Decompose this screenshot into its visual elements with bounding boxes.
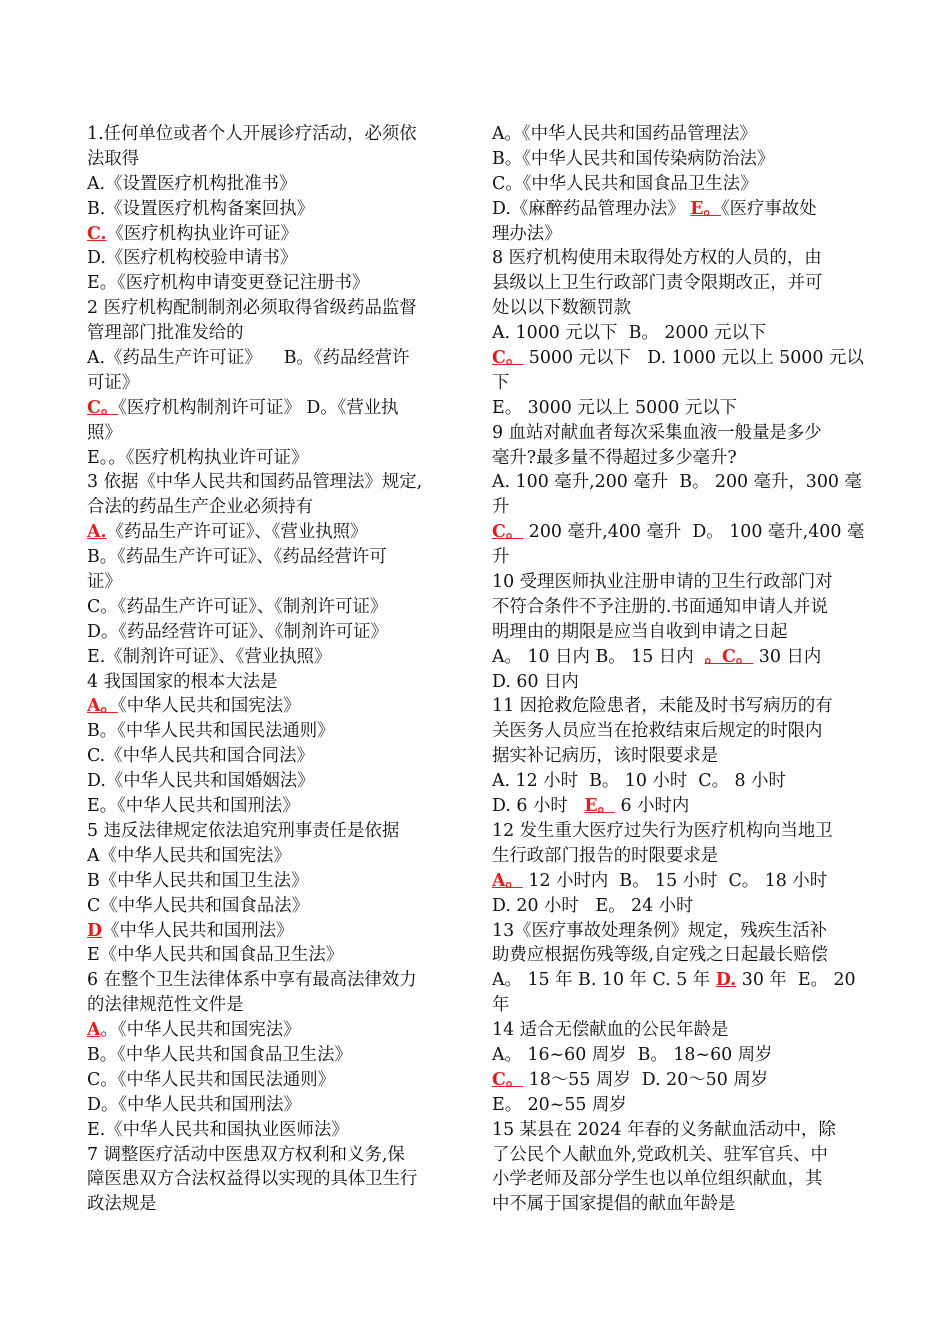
line-text: 5 违反法律规定依法追究刑事责任是依据 <box>87 820 400 841</box>
text-line <box>87 919 459 944</box>
text-line <box>492 819 864 844</box>
line-text: C。《药品生产许可证》、《制剂许可证》 <box>87 596 388 617</box>
line-text: A. 1000 元以下 B。 2000 元以下 <box>492 323 767 344</box>
text-line <box>492 844 864 869</box>
line-text: B。《中华人民共和国食品卫生法》 <box>87 1044 352 1065</box>
text-line <box>87 321 459 346</box>
line-text: 2 医疗机构配制制剂必须取得省级药品监督 <box>87 298 417 319</box>
text-line <box>492 222 864 247</box>
text-line <box>87 371 459 396</box>
line-text: 。《中华人民共和国宪法》 <box>100 1020 301 1041</box>
line-text: 年 <box>492 995 510 1016</box>
text-line <box>492 545 864 570</box>
text-line <box>492 346 864 371</box>
line-text: D. 20 小时 E。 24 小时 <box>492 895 694 916</box>
text-line <box>492 1093 864 1118</box>
line-text: A. 100 毫升,200 毫升 B。 200 毫升，300 毫 <box>492 472 862 493</box>
line-text: 6 在整个卫生法律体系中享有最高法律效力 <box>87 970 417 991</box>
line-text: 15 某县在 2024 年春的义务献血活动中，除 <box>492 1119 836 1140</box>
line-text: 30 日内 <box>753 646 822 667</box>
text-line <box>492 495 864 520</box>
line-text: 《医疗机构执业许可证》 <box>106 223 298 244</box>
text-line <box>492 421 864 446</box>
line-text: E.《中华人民共和国执业医师法》 <box>87 1119 349 1140</box>
text-line <box>87 670 459 695</box>
text-line <box>87 545 459 570</box>
text-line <box>492 271 864 296</box>
text-line <box>87 744 459 769</box>
line-text: 证》 <box>87 572 122 593</box>
line-text: A. 12 小时 B。 10 小时 C。 8 小时 <box>492 771 786 792</box>
text-line <box>492 1018 864 1043</box>
line-text: 不符合条件不予注册的.书面通知申请人并说 <box>492 596 828 617</box>
text-line <box>87 943 459 968</box>
text-line <box>492 446 864 471</box>
line-text: B.《设置医疗机构备案回执》 <box>87 198 314 219</box>
text-line <box>492 919 864 944</box>
text-line <box>492 968 864 993</box>
answer-marker: A <box>87 1020 101 1041</box>
text-line <box>87 1143 459 1168</box>
text-line <box>492 1192 864 1217</box>
line-text: 助费应根据伤残等级,自定残之日起最长赔偿 <box>492 945 828 966</box>
line-text: B。《药品生产许可证》、《药品经营许可 <box>87 547 387 568</box>
text-line <box>87 844 459 869</box>
text-line <box>87 1068 459 1093</box>
line-text: E。《医疗机构申请变更登记注册书》 <box>87 273 370 294</box>
text-line <box>87 122 459 147</box>
text-line <box>492 570 864 595</box>
text-line <box>87 769 459 794</box>
line-text: 9 血站对献血者每次采集血液一般量是多少 <box>492 422 822 443</box>
line-text: 照》 <box>87 422 122 443</box>
line-text: C。《中华人民共和国食品卫生法》 <box>492 173 758 194</box>
answer-marker: D <box>87 920 103 941</box>
line-text: 关医务人员应当在抢救结束后规定的时限内 <box>492 721 823 742</box>
line-text: B。《中华人民共和国民法通则》 <box>87 721 335 742</box>
line-text: E。《中华人民共和国刑法》 <box>87 796 300 817</box>
text-line <box>492 943 864 968</box>
line-text: 12 发生重大医疗过失行为医疗机构向当地卫 <box>492 820 833 841</box>
text-line <box>87 1018 459 1043</box>
line-text: 1.任何单位或者个人开展诊疗活动，必须依 <box>87 124 417 144</box>
line-text: B。《中华人民共和国传染病防治法》 <box>492 148 775 169</box>
line-text: A.《药品生产许可证》 B。《药品经营许 <box>87 348 410 369</box>
text-line <box>492 719 864 744</box>
line-text: 可证》 <box>87 372 140 393</box>
line-text: A。 10 日内 B。 15 日内 <box>492 646 705 667</box>
text-line <box>492 321 864 346</box>
text-line <box>492 1118 864 1143</box>
text-line <box>87 1093 459 1118</box>
text-line <box>492 147 864 172</box>
text-line <box>87 446 459 471</box>
line-text: D。《药品经营许可证》、《制剂许可证》 <box>87 621 388 642</box>
line-text: A《中华人民共和国宪法》 <box>87 845 291 866</box>
text-line <box>87 197 459 222</box>
text-line <box>87 894 459 919</box>
line-text: 8 医疗机构使用未取得处方权的人员的，由 <box>492 248 822 269</box>
line-text: D.《麻醉药品管理办法》 <box>492 198 691 219</box>
text-line <box>492 1068 864 1093</box>
line-text: E。 20~55 周岁 <box>492 1094 627 1115</box>
text-line <box>87 222 459 247</box>
line-text: 管理部门批准发给的 <box>87 323 244 344</box>
text-line <box>492 769 864 794</box>
line-text: 理办法》 <box>492 223 562 244</box>
line-text: 《中华人民共和国宪法》 <box>117 696 301 717</box>
line-text: 7 调整医疗活动中医患双方权利和义务,保 <box>87 1144 405 1165</box>
text-line <box>492 396 864 421</box>
answer-marker: 。C。 <box>704 646 754 667</box>
answer-marker: A。 <box>492 870 523 891</box>
text-line <box>87 620 459 645</box>
line-text: 的法律规范性文件是 <box>87 995 244 1016</box>
line-text: 《中华人民共和国刑法》 <box>102 920 294 941</box>
text-line <box>87 246 459 271</box>
answer-marker: C. <box>87 223 107 244</box>
answer-marker: A。 <box>87 696 118 717</box>
line-text: 下 <box>492 372 510 393</box>
line-text: 《医疗机构制剂许可证》 D。《营业执 <box>118 397 399 418</box>
line-text: 生行政部门报告的时限要求是 <box>492 845 719 866</box>
line-text: E.《制剂许可证》、《营业执照》 <box>87 646 332 667</box>
left-text-column <box>87 122 459 1217</box>
text-line <box>492 645 864 670</box>
line-text: 县级以上卫生行政部门责令限期改正，并可 <box>492 273 823 294</box>
text-line <box>87 993 459 1018</box>
text-line <box>87 346 459 371</box>
text-line <box>492 869 864 894</box>
line-text: C.《中华人民共和国合同法》 <box>87 746 314 767</box>
line-text: 障医患双方合法权益得以实现的具体卫生行 <box>87 1169 418 1190</box>
line-text: 毫升?最多量不得超过多少毫升? <box>492 447 737 468</box>
line-text: E。 3000 元以上 5000 元以下 <box>492 397 738 418</box>
answer-marker: C。 <box>492 348 524 369</box>
text-line <box>87 595 459 620</box>
answer-marker: C。 <box>492 522 524 543</box>
text-line <box>87 172 459 197</box>
line-text: 合法的药品生产企业必须持有 <box>87 497 314 518</box>
text-line <box>87 819 459 844</box>
answer-marker: D. <box>715 970 737 991</box>
line-text: 5000 元以下 D. 1000 元以上 5000 元以 <box>523 348 864 369</box>
line-text: 中不属于国家提倡的献血年龄是 <box>492 1194 736 1215</box>
line-text: B《中华人民共和国卫生法》 <box>87 870 309 891</box>
line-text: 200 毫升,400 毫升 D。 100 毫升,400 毫 <box>523 522 864 543</box>
line-text: A。 15 年 B. 10 年 C. 5 年 <box>492 970 716 991</box>
text-line <box>492 296 864 321</box>
line-text: 10 受理医师执业注册申请的卫生行政部门对 <box>492 572 833 593</box>
line-text: 了公民个人献血外,党政机关、驻军官兵、中 <box>492 1144 828 1165</box>
line-text: E。。《医疗机构执业许可证》 <box>87 447 309 468</box>
text-line <box>492 1043 864 1068</box>
text-line <box>87 719 459 744</box>
text-line <box>87 396 459 421</box>
line-text: 《医疗事故处 <box>720 198 817 219</box>
text-line <box>492 595 864 620</box>
text-line <box>492 1167 864 1192</box>
text-line <box>492 520 864 545</box>
text-line <box>492 1143 864 1168</box>
text-line <box>87 645 459 670</box>
text-line <box>492 744 864 769</box>
text-line <box>492 794 864 819</box>
line-text: C《中华人民共和国食品法》 <box>87 895 309 916</box>
line-text: 4 我国国家的根本大法是 <box>87 671 278 692</box>
line-text: 14 适合无偿献血的公民年龄是 <box>492 1020 729 1041</box>
line-text: 6 小时内 <box>615 796 690 817</box>
line-text: E《中华人民共和国食品卫生法》 <box>87 945 344 966</box>
text-line <box>492 122 864 147</box>
line-text: 30 年 E。 20 <box>736 970 856 991</box>
text-line <box>87 1192 459 1217</box>
text-line <box>492 197 864 222</box>
text-line <box>87 296 459 321</box>
text-line <box>492 620 864 645</box>
text-line <box>87 1118 459 1143</box>
text-line <box>87 1167 459 1192</box>
line-text: D. 60 日内 <box>492 671 579 692</box>
answer-marker: A. <box>87 522 107 543</box>
answer-marker: C。 <box>492 1069 524 1090</box>
text-line <box>492 993 864 1018</box>
line-text: A。《中华人民共和国药品管理法》 <box>492 124 757 144</box>
text-line <box>87 968 459 993</box>
text-line <box>492 470 864 495</box>
answer-marker: E。 <box>690 198 721 219</box>
answer-marker: E。 <box>584 796 615 817</box>
line-text: D.《医疗机构校验申请书》 <box>87 248 298 269</box>
right-text-column <box>492 122 864 1217</box>
line-text: D。《中华人民共和国刑法》 <box>87 1094 301 1115</box>
text-line <box>492 172 864 197</box>
line-text: 3 依据《中华人民共和国药品管理法》规定, <box>87 472 423 493</box>
text-line <box>87 869 459 894</box>
text-line <box>87 421 459 446</box>
line-text: 升 <box>492 547 510 568</box>
text-line <box>492 670 864 695</box>
text-line <box>87 147 459 172</box>
line-text: A。 16~60 周岁 B。 18~60 周岁 <box>492 1044 773 1065</box>
text-line <box>87 794 459 819</box>
text-line <box>87 470 459 495</box>
text-line <box>87 520 459 545</box>
line-text: 18～55 周岁 D. 20～50 周岁 <box>523 1069 769 1090</box>
line-text: 11 因抢救危险患者，未能及时书写病历的有 <box>492 696 833 717</box>
text-line <box>492 371 864 396</box>
text-line <box>87 271 459 296</box>
line-text: 据实补记病历，该时限要求是 <box>492 746 719 767</box>
text-line <box>87 1043 459 1068</box>
line-text: 升 <box>492 497 510 518</box>
text-line <box>87 495 459 520</box>
line-text: 政法规是 <box>87 1194 157 1215</box>
line-text: 法取得 <box>87 148 140 169</box>
text-line <box>492 246 864 271</box>
line-text: 处以以下数额罚款 <box>492 298 632 319</box>
line-text: 12 小时内 B。 15 小时 C。 18 小时 <box>522 870 828 891</box>
line-text: A.《设置医疗机构批准书》 <box>87 173 297 194</box>
line-text: D.《中华人民共和国婚姻法》 <box>87 771 315 792</box>
text-line <box>492 694 864 719</box>
line-text: 明理由的期限是应当自收到申请之日起 <box>492 621 788 642</box>
text-line <box>492 894 864 919</box>
line-text: C。《中华人民共和国民法通则》 <box>87 1069 336 1090</box>
line-text: 小学老师及部分学生也以单位组织献血，其 <box>492 1169 823 1190</box>
text-line <box>87 694 459 719</box>
text-line <box>87 570 459 595</box>
answer-marker: C。 <box>87 397 119 418</box>
line-text: D. 6 小时 <box>492 796 585 817</box>
line-text: 13《医疗事故处理条例》规定，残疾生活补 <box>492 920 828 941</box>
line-text: 《药品生产许可证》、《营业执照》 <box>106 522 368 543</box>
